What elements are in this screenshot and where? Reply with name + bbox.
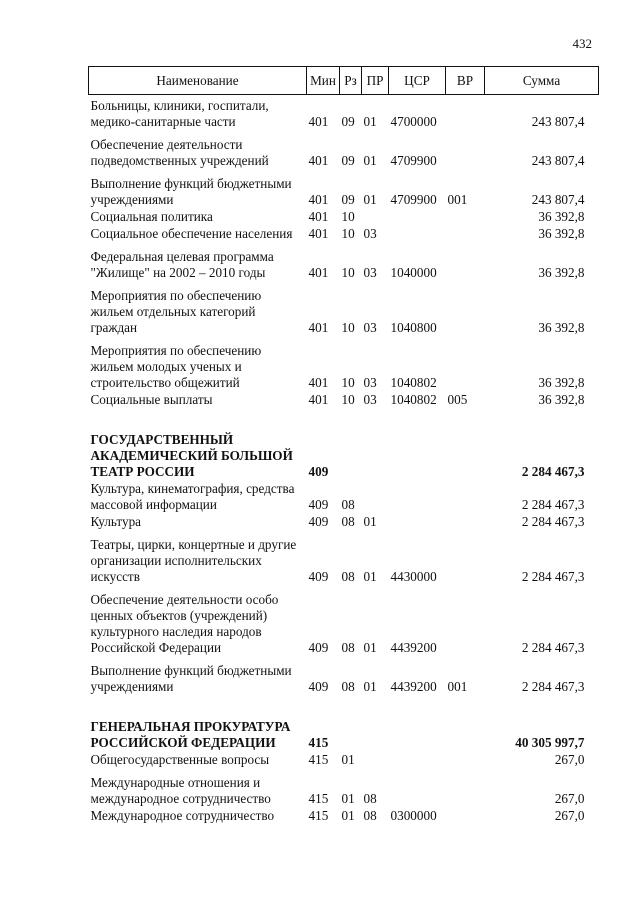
table-row-section <box>89 695 599 751</box>
row-name: Социальное обеспечение населения <box>90 226 293 241</box>
row-sum: 36 392,8 <box>538 375 585 390</box>
page-number: 432 <box>572 36 592 51</box>
table-row <box>89 336 599 391</box>
row-pr <box>362 751 389 768</box>
row-pr <box>362 408 389 480</box>
row-sum: 267,0 <box>554 791 585 806</box>
row-csr <box>389 225 446 242</box>
row-rz: 01 <box>341 752 355 767</box>
row-vr <box>446 208 485 225</box>
row-vr <box>446 807 485 824</box>
row-name: Обеспечение деятельности особо ценных объектов (учреждений) культурного наследия народов Российской Федерации <box>90 592 279 655</box>
table-row <box>89 225 599 242</box>
row-rz: 01 <box>341 808 355 823</box>
row-min: 401 <box>308 265 329 280</box>
row-csr <box>389 208 446 225</box>
row-min: 401 <box>308 320 329 335</box>
row-pr: 03 <box>363 320 377 335</box>
row-sum: 2 284 467,3 <box>521 497 585 512</box>
row-min: 415 <box>308 808 329 823</box>
row-min: 415 <box>308 752 329 767</box>
table-header <box>89 67 599 95</box>
row-min: 401 <box>308 209 329 224</box>
table-row <box>89 807 599 824</box>
table-row <box>89 768 599 807</box>
row-rz: 10 <box>341 209 355 224</box>
row-min: 401 <box>308 192 329 207</box>
row-rz: 10 <box>341 265 355 280</box>
table-row <box>89 656 599 695</box>
header-csr: ЦСР <box>389 67 446 95</box>
row-name: Социальные выплаты <box>90 392 213 407</box>
row-sum: 36 392,8 <box>538 226 585 241</box>
row-csr <box>389 480 446 513</box>
header-rz: Рз <box>340 67 362 95</box>
row-sum: 2 284 467,3 <box>521 679 585 694</box>
row-csr: 1040800 <box>390 320 437 335</box>
row-csr: 4709900 <box>390 192 437 207</box>
row-pr: 08 <box>363 808 377 823</box>
table-row-section <box>89 408 599 480</box>
row-csr <box>389 768 446 807</box>
table-row <box>89 95 599 131</box>
table-row <box>89 513 599 530</box>
row-sum: 2 284 467,3 <box>521 569 585 584</box>
row-pr <box>362 695 389 751</box>
table-row <box>89 391 599 408</box>
row-vr <box>446 585 485 656</box>
row-name: Обеспечение деятельности подведомственных учреждений <box>90 137 269 168</box>
header-sum: Сумма <box>485 67 599 95</box>
row-sum: 2 284 467,3 <box>521 640 585 655</box>
row-rz: 09 <box>341 153 355 168</box>
row-name: Международные отношения и международное сотрудничество <box>90 775 271 806</box>
row-csr: 4700000 <box>390 114 437 129</box>
row-vr <box>446 408 485 480</box>
row-csr: 1040802 <box>390 392 437 407</box>
row-name: Общегосударственные вопросы <box>90 752 270 767</box>
row-vr <box>446 530 485 585</box>
row-vr <box>446 768 485 807</box>
section-sum: 2 284 467,3 <box>521 464 585 479</box>
table-row <box>89 530 599 585</box>
row-sum: 2 284 467,3 <box>521 514 585 529</box>
row-pr: 03 <box>363 226 377 241</box>
row-min: 401 <box>308 375 329 390</box>
row-min: 409 <box>308 640 329 655</box>
row-name: Больницы, клиники, госпитали, медико-санитарные части <box>90 98 269 129</box>
row-rz: 01 <box>341 791 355 806</box>
row-vr <box>446 130 485 169</box>
row-rz: 09 <box>341 114 355 129</box>
header-name: Наименование <box>89 67 307 95</box>
row-csr: 0300000 <box>390 808 437 823</box>
table-row <box>89 281 599 336</box>
row-pr: 03 <box>363 265 377 280</box>
table-row <box>89 169 599 208</box>
row-sum: 36 392,8 <box>538 209 585 224</box>
section-heading: ГЕНЕРАЛЬНАЯ ПРОКУРАТУРА РОССИЙСКОЙ ФЕДЕРАЦИИ <box>90 719 291 750</box>
row-name: Выполнение функций бюджетными учреждениями <box>90 176 292 207</box>
row-pr: 03 <box>363 375 377 390</box>
section-sum: 40 305 997,7 <box>515 735 585 750</box>
row-vr <box>446 336 485 391</box>
row-pr: 01 <box>363 153 377 168</box>
header-min: Мин <box>307 67 340 95</box>
row-vr: 001 <box>447 192 468 207</box>
row-name: Международное сотрудничество <box>90 808 275 823</box>
row-min: 401 <box>308 153 329 168</box>
row-rz: 08 <box>341 679 355 694</box>
table-row <box>89 208 599 225</box>
row-rz: 08 <box>341 497 355 512</box>
budget-table <box>88 66 599 824</box>
row-sum: 243 807,4 <box>531 192 585 207</box>
row-min: 409 <box>308 497 329 512</box>
row-pr: 03 <box>363 392 377 407</box>
row-name: Социальная политика <box>90 209 213 224</box>
row-min: 409 <box>308 464 329 479</box>
row-rz <box>340 695 362 751</box>
row-csr: 4439200 <box>390 679 437 694</box>
row-csr <box>389 408 446 480</box>
row-min: 415 <box>308 735 329 750</box>
row-csr: 1040802 <box>390 375 437 390</box>
row-vr <box>446 513 485 530</box>
row-csr: 4430000 <box>390 569 437 584</box>
row-vr: 001 <box>447 679 468 694</box>
row-pr: 01 <box>363 114 377 129</box>
row-name: Выполнение функций бюджетными учреждениями <box>90 663 292 694</box>
row-name: Театры, цирки, концертные и другие организации исполнительских искусств <box>90 537 297 584</box>
row-vr <box>446 281 485 336</box>
row-vr <box>446 695 485 751</box>
row-pr: 01 <box>363 569 377 584</box>
row-rz: 08 <box>341 569 355 584</box>
row-csr: 4439200 <box>390 640 437 655</box>
table-row <box>89 480 599 513</box>
row-name: Федеральная целевая программа "Жилище" на 2002 – 2010 годы <box>90 249 274 280</box>
row-pr: 08 <box>363 791 377 806</box>
row-rz <box>340 408 362 480</box>
row-pr: 01 <box>363 679 377 694</box>
row-vr <box>446 480 485 513</box>
row-rz: 10 <box>341 226 355 241</box>
row-name: Культура <box>90 514 142 529</box>
row-name: Культура, кинематография, средства массовой информации <box>90 481 295 512</box>
row-name: Мероприятия по обеспечению жильем молодых ученых и строительство общежитий <box>90 343 262 390</box>
row-sum: 36 392,8 <box>538 320 585 335</box>
header-vr: ВР <box>446 67 485 95</box>
row-sum: 267,0 <box>554 752 585 767</box>
header-pr: ПР <box>362 67 389 95</box>
section-heading: ГОСУДАРСТВЕННЫЙ АКАДЕМИЧЕСКИЙ БОЛЬШОЙ ТЕАТР РОССИИ <box>90 432 293 479</box>
row-vr <box>446 225 485 242</box>
row-rz: 10 <box>341 320 355 335</box>
table-row <box>89 585 599 656</box>
table-row <box>89 130 599 169</box>
row-min: 401 <box>308 226 329 241</box>
row-min: 401 <box>308 392 329 407</box>
row-min: 401 <box>308 114 329 129</box>
row-sum: 36 392,8 <box>538 265 585 280</box>
table-row <box>89 751 599 768</box>
row-min: 409 <box>308 569 329 584</box>
row-rz: 08 <box>341 514 355 529</box>
row-vr <box>446 242 485 281</box>
row-pr: 01 <box>363 514 377 529</box>
row-min: 415 <box>308 791 329 806</box>
row-sum: 243 807,4 <box>531 114 585 129</box>
row-rz: 10 <box>341 392 355 407</box>
table-row <box>89 242 599 281</box>
row-vr: 005 <box>447 392 468 407</box>
row-rz: 10 <box>341 375 355 390</box>
row-csr: 4709900 <box>390 153 437 168</box>
row-vr <box>446 95 485 131</box>
row-vr <box>446 751 485 768</box>
row-rz: 08 <box>341 640 355 655</box>
row-name: Мероприятия по обеспечению жильем отдельных категорий граждан <box>90 288 262 335</box>
row-csr: 1040000 <box>390 265 437 280</box>
row-csr <box>389 513 446 530</box>
row-pr: 01 <box>363 640 377 655</box>
row-sum: 267,0 <box>554 808 585 823</box>
row-rz: 09 <box>341 192 355 207</box>
row-pr <box>362 480 389 513</box>
row-min: 409 <box>308 679 329 694</box>
row-sum: 36 392,8 <box>538 392 585 407</box>
row-csr <box>389 695 446 751</box>
row-pr: 01 <box>363 192 377 207</box>
row-csr <box>389 751 446 768</box>
row-min: 409 <box>308 514 329 529</box>
row-sum: 243 807,4 <box>531 153 585 168</box>
row-pr <box>362 208 389 225</box>
